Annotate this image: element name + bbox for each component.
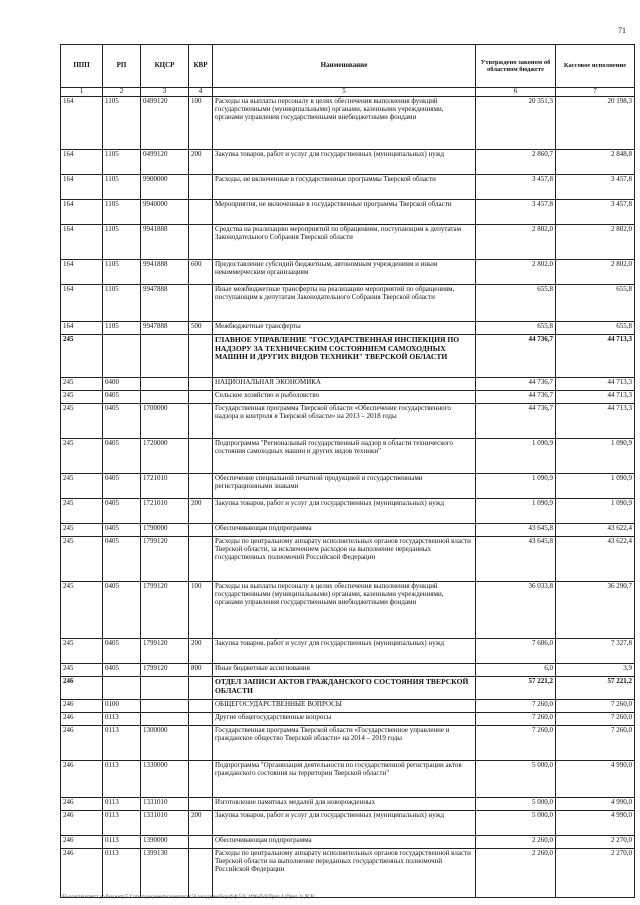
cell-cash: 4 990,0 bbox=[556, 798, 635, 811]
cell-kcsr: 1721010 bbox=[141, 499, 189, 524]
cell-kcsr bbox=[141, 713, 189, 726]
cell-kcsr bbox=[141, 677, 189, 700]
cell-rp: 0405 bbox=[103, 582, 141, 639]
cell-rp: 0113 bbox=[103, 811, 141, 836]
cell-kcsr: 1790000 bbox=[141, 524, 189, 537]
table-row bbox=[61, 391, 635, 404]
cell-rp bbox=[103, 677, 141, 700]
cell-kvr bbox=[189, 404, 213, 439]
table-row bbox=[61, 97, 635, 150]
cell-rp: 1105 bbox=[103, 200, 141, 225]
cell-cash: 4 990,0 bbox=[556, 761, 635, 798]
cell-ppp: 164 bbox=[61, 200, 103, 225]
cell-cash: 3,9 bbox=[556, 664, 635, 677]
cell-rp: 0405 bbox=[103, 474, 141, 499]
cell-cash: 4 990,0 bbox=[556, 811, 635, 836]
cell-ppp: 164 bbox=[61, 322, 103, 335]
table-row bbox=[61, 225, 635, 260]
cell-kvr: 500 bbox=[189, 322, 213, 335]
cell-kvr: 100 bbox=[189, 97, 213, 150]
cell-approved: 44 736,7 bbox=[476, 378, 556, 391]
cell-rp: 1105 bbox=[103, 285, 141, 322]
cell-ppp: 246 bbox=[61, 713, 103, 726]
cell-name: Обеспечение специальной печатной продукцией и государственными регистрационными знаками bbox=[213, 474, 476, 499]
cell-approved: 1 090,9 bbox=[476, 499, 556, 524]
cell-kvr bbox=[189, 713, 213, 726]
cell-kcsr: 0499120 bbox=[141, 97, 189, 150]
cell-name: Межбюджетные трансферты bbox=[213, 322, 476, 335]
footer-path: \\Fs-ncentakomet\т до бюджету\5 Сотыл\документы\комитеты\56 заседание\Бор\ф\ф\5 6\ 2496-П-9 Прил 4 (Прил 3) ДСР bbox=[60, 895, 314, 900]
cell-cash: 3 457,8 bbox=[556, 175, 635, 200]
cell-kvr: 200 bbox=[189, 811, 213, 836]
header-ppp: ППП bbox=[61, 45, 103, 88]
cell-approved: 7 260,0 bbox=[476, 726, 556, 761]
cell-name: НАЦИОНАЛЬНАЯ ЭКОНОМИКА bbox=[213, 378, 476, 391]
table-row bbox=[61, 524, 635, 537]
page-number: 71 bbox=[618, 26, 626, 35]
cell-name: ОТДЕЛ ЗАПИСИ АКТОВ ГРАЖДАНСКОГО СОСТОЯНИЯ ТВЕРСКОЙ ОБЛАСТИ bbox=[213, 677, 476, 700]
cell-name: Обеспечивающая подпрограмма bbox=[213, 836, 476, 849]
table-row bbox=[61, 726, 635, 761]
cell-rp: 0100 bbox=[103, 700, 141, 713]
cell-cash: 1 090,9 bbox=[556, 499, 635, 524]
cell-rp: 1105 bbox=[103, 225, 141, 260]
cell-ppp: 245 bbox=[61, 582, 103, 639]
header-kvr: КВР bbox=[189, 45, 213, 88]
cell-name: Закупка товаров, работ и услуг для государственных (муниципальных) нужд bbox=[213, 811, 476, 836]
cell-cash: 44 713,3 bbox=[556, 404, 635, 439]
cell-approved: 3 457,8 bbox=[476, 175, 556, 200]
cell-kcsr: 1330000 bbox=[141, 761, 189, 798]
cell-ppp: 245 bbox=[61, 664, 103, 677]
cell-kvr bbox=[189, 677, 213, 700]
cell-kvr bbox=[189, 700, 213, 713]
table-body bbox=[61, 97, 635, 898]
cell-rp: 0405 bbox=[103, 537, 141, 582]
cell-kcsr: 1700000 bbox=[141, 404, 189, 439]
cell-rp: 0113 bbox=[103, 761, 141, 798]
table-row bbox=[61, 260, 635, 285]
cell-ppp: 246 bbox=[61, 836, 103, 849]
cell-cash: 7 260,0 bbox=[556, 700, 635, 713]
cell-kcsr: 1721010 bbox=[141, 474, 189, 499]
cell-ppp: 164 bbox=[61, 225, 103, 260]
cell-approved: 36 033,8 bbox=[476, 582, 556, 639]
cell-approved: 7 606,0 bbox=[476, 639, 556, 664]
cell-name: Изготовление памятных медалей для новорожденных bbox=[213, 798, 476, 811]
cell-kcsr: 0499120 bbox=[141, 150, 189, 175]
cell-kvr: 800 bbox=[189, 664, 213, 677]
cell-rp: 0405 bbox=[103, 664, 141, 677]
cell-rp: 0405 bbox=[103, 524, 141, 537]
cell-rp: 1105 bbox=[103, 150, 141, 175]
col-index: 7 bbox=[556, 88, 635, 97]
cell-cash: 7 260,0 bbox=[556, 713, 635, 726]
budget-table bbox=[60, 44, 635, 898]
cell-kcsr bbox=[141, 700, 189, 713]
cell-approved: 2 260,0 bbox=[476, 836, 556, 849]
cell-name: Подпрограмма "Организация деятельности по государственной регистрации актов гражданского состояния на территории Тверской области" bbox=[213, 761, 476, 798]
cell-approved: 7 260,0 bbox=[476, 713, 556, 726]
cell-ppp: 245 bbox=[61, 335, 103, 378]
cell-cash: 655,8 bbox=[556, 285, 635, 322]
cell-approved: 655,8 bbox=[476, 285, 556, 322]
table-row bbox=[61, 677, 635, 700]
table-row bbox=[61, 537, 635, 582]
cell-approved: 44 736,7 bbox=[476, 404, 556, 439]
cell-name: Иные бюджетные ассигнования bbox=[213, 664, 476, 677]
cell-approved: 1 090,9 bbox=[476, 439, 556, 474]
cell-name: Государственная программа Тверской области «Обеспечение государственного надзора и контроля в Тверской области» на 2013 – 2018 годы bbox=[213, 404, 476, 439]
table-row bbox=[61, 285, 635, 322]
cell-kvr bbox=[189, 285, 213, 322]
cell-name: Иные межбюджетные трансферты на реализацию мероприятий по обращениям, поступающим к депутатам Законодательного Собрания Тверской области bbox=[213, 285, 476, 322]
cell-name: Закупка товаров, работ и услуг для государственных (муниципальных) нужд bbox=[213, 499, 476, 524]
cell-name: Обеспечивающая подпрограмма bbox=[213, 524, 476, 537]
cell-name: Расходы, не включенные в государственные программы Тверской области bbox=[213, 175, 476, 200]
cell-cash: 43 622,4 bbox=[556, 537, 635, 582]
cell-kvr bbox=[189, 439, 213, 474]
cell-name: Сельское хозяйство и рыболовство bbox=[213, 391, 476, 404]
cell-kvr bbox=[189, 849, 213, 898]
cell-cash: 36 290,7 bbox=[556, 582, 635, 639]
cell-kcsr: 1390000 bbox=[141, 836, 189, 849]
cell-rp: 0113 bbox=[103, 798, 141, 811]
cell-kcsr: 9947888 bbox=[141, 322, 189, 335]
table-row bbox=[61, 474, 635, 499]
cell-name: Мероприятия, не включенные в государственные программы Тверской области bbox=[213, 200, 476, 225]
cell-approved: 5 000,0 bbox=[476, 798, 556, 811]
cell-kcsr bbox=[141, 378, 189, 391]
cell-rp: 0405 bbox=[103, 639, 141, 664]
cell-cash: 2 270,0 bbox=[556, 836, 635, 849]
cell-approved: 2 802,0 bbox=[476, 260, 556, 285]
cell-ppp: 164 bbox=[61, 150, 103, 175]
cell-rp: 1105 bbox=[103, 260, 141, 285]
cell-cash: 57 221,2 bbox=[556, 677, 635, 700]
cell-rp: 0113 bbox=[103, 849, 141, 898]
cell-cash: 3 457,8 bbox=[556, 200, 635, 225]
cell-ppp: 246 bbox=[61, 811, 103, 836]
cell-rp: 1105 bbox=[103, 175, 141, 200]
cell-kvr bbox=[189, 391, 213, 404]
cell-ppp: 246 bbox=[61, 798, 103, 811]
cell-kvr bbox=[189, 378, 213, 391]
table-row bbox=[61, 639, 635, 664]
cell-ppp: 245 bbox=[61, 439, 103, 474]
cell-name: Закупка товаров, работ и услуг для государственных (муниципальных) нужд bbox=[213, 639, 476, 664]
cell-approved: 7 260,0 bbox=[476, 700, 556, 713]
cell-kcsr: 1331010 bbox=[141, 811, 189, 836]
cell-ppp: 164 bbox=[61, 285, 103, 322]
cell-kvr bbox=[189, 200, 213, 225]
cell-ppp: 164 bbox=[61, 97, 103, 150]
cell-ppp: 246 bbox=[61, 849, 103, 898]
cell-kcsr: 9941888 bbox=[141, 260, 189, 285]
table-row bbox=[61, 836, 635, 849]
header-row bbox=[61, 45, 635, 88]
cell-cash: 2 802,0 bbox=[556, 225, 635, 260]
cell-ppp: 164 bbox=[61, 175, 103, 200]
column-index-row bbox=[61, 88, 635, 97]
cell-name: Предоставление субсидий бюджетным, автономным учреждениям и иным некоммерческим организациям bbox=[213, 260, 476, 285]
cell-approved: 5 000,0 bbox=[476, 761, 556, 798]
cell-approved: 44 736,7 bbox=[476, 391, 556, 404]
cell-kcsr: 1799120 bbox=[141, 582, 189, 639]
cell-kvr: 600 bbox=[189, 260, 213, 285]
cell-ppp: 245 bbox=[61, 537, 103, 582]
table-row bbox=[61, 439, 635, 474]
cell-rp: 1105 bbox=[103, 97, 141, 150]
cell-ppp: 245 bbox=[61, 499, 103, 524]
header-approved: Утверждено законом об областном бюджете bbox=[476, 45, 556, 88]
cell-rp: 0405 bbox=[103, 404, 141, 439]
cell-kvr bbox=[189, 335, 213, 378]
cell-kcsr: 9900000 bbox=[141, 175, 189, 200]
cell-kcsr: 1799120 bbox=[141, 664, 189, 677]
cell-cash: 44 713,3 bbox=[556, 378, 635, 391]
cell-approved: 655,8 bbox=[476, 322, 556, 335]
cell-name: Расходы на выплаты персоналу в целях обеспечения выполнения функций государственными (муниципальными) органами, казенными учреждениями, органами управления государственными внебюджетными фондами bbox=[213, 582, 476, 639]
cell-kvr: 200 bbox=[189, 150, 213, 175]
cell-name: Закупка товаров, работ и услуг для государственных (муниципальных) нужд bbox=[213, 150, 476, 175]
cell-name: Государственная программа Тверской области «Государственное управление и гражданское общество Тверской области» на 2014 – 2019 годы bbox=[213, 726, 476, 761]
cell-kcsr bbox=[141, 335, 189, 378]
cell-rp: 0405 bbox=[103, 391, 141, 404]
table-row bbox=[61, 499, 635, 524]
cell-cash: 655,8 bbox=[556, 322, 635, 335]
cell-kvr: 200 bbox=[189, 499, 213, 524]
cell-kcsr: 9947888 bbox=[141, 285, 189, 322]
table-row bbox=[61, 713, 635, 726]
cell-rp: 0113 bbox=[103, 713, 141, 726]
table-row bbox=[61, 200, 635, 225]
cell-approved: 44 736,7 bbox=[476, 335, 556, 378]
cell-cash: 7 260,0 bbox=[556, 726, 635, 761]
cell-approved: 43 645,8 bbox=[476, 537, 556, 582]
cell-cash: 2 802,0 bbox=[556, 260, 635, 285]
cell-kcsr: 9940000 bbox=[141, 200, 189, 225]
cell-approved: 6,0 bbox=[476, 664, 556, 677]
cell-kvr bbox=[189, 524, 213, 537]
cell-kvr: 100 bbox=[189, 582, 213, 639]
cell-kvr bbox=[189, 761, 213, 798]
cell-name: Расходы по центральному аппарату исполнительных органов государственной власти Тверской области, за исключением расходов на выполнение переданных государственных полномочий Российской Федерации bbox=[213, 537, 476, 582]
cell-name: Подпрограмма "Региональный государственный надзор в области технического состояния самоходных машин и других видов техники" bbox=[213, 439, 476, 474]
header-kcsr: КЦСР bbox=[141, 45, 189, 88]
cell-kvr bbox=[189, 175, 213, 200]
cell-approved: 2 260,0 bbox=[476, 849, 556, 898]
table-row bbox=[61, 150, 635, 175]
table-row bbox=[61, 378, 635, 391]
header-name: Наименование bbox=[213, 45, 476, 88]
cell-approved: 43 645,8 bbox=[476, 524, 556, 537]
cell-kcsr: 1799120 bbox=[141, 537, 189, 582]
header-cash: Кассовое исполнение bbox=[556, 45, 635, 88]
table-row bbox=[61, 322, 635, 335]
cell-kcsr: 1331010 bbox=[141, 798, 189, 811]
col-index: 6 bbox=[476, 88, 556, 97]
table-row bbox=[61, 700, 635, 713]
cell-approved: 57 221,2 bbox=[476, 677, 556, 700]
col-index: 1 bbox=[61, 88, 103, 97]
table-row bbox=[61, 849, 635, 898]
col-index: 4 bbox=[189, 88, 213, 97]
cell-ppp: 246 bbox=[61, 677, 103, 700]
cell-ppp: 245 bbox=[61, 474, 103, 499]
cell-name: ГЛАВНОЕ УПРАВЛЕНИЕ "ГОСУДАРСТВЕННАЯ ИНСПЕКЦИЯ ПО НАДЗОРУ ЗА ТЕХНИЧЕСКИМ СОСТОЯНИЕМ САМОХОДНЫХ МАШИН И ДРУГИХ ВИДОВ ТЕХНИКИ" ТВЕРСКОЙ ОБЛАСТИ bbox=[213, 335, 476, 378]
cell-kvr: 200 bbox=[189, 639, 213, 664]
table-row bbox=[61, 811, 635, 836]
cell-cash: 7 327,8 bbox=[556, 639, 635, 664]
cell-rp: 1105 bbox=[103, 322, 141, 335]
cell-kvr bbox=[189, 726, 213, 761]
cell-approved: 2 860,7 bbox=[476, 150, 556, 175]
cell-rp: 0405 bbox=[103, 439, 141, 474]
cell-rp bbox=[103, 335, 141, 378]
cell-kvr bbox=[189, 474, 213, 499]
cell-cash: 1 090,9 bbox=[556, 474, 635, 499]
cell-name: Расходы на выплаты персоналу в целях обеспечения выполнения функций государственными (муниципальными) органами, казенными учреждениями, органами управления государственными внебюджетными фондами bbox=[213, 97, 476, 150]
cell-ppp: 164 bbox=[61, 260, 103, 285]
cell-name: ОБЩЕГОСУДАРСТВЕННЫЕ ВОПРОСЫ bbox=[213, 700, 476, 713]
cell-cash: 20 198,3 bbox=[556, 97, 635, 150]
cell-ppp: 246 bbox=[61, 726, 103, 761]
cell-ppp: 245 bbox=[61, 391, 103, 404]
cell-kcsr: 9941888 bbox=[141, 225, 189, 260]
col-index: 3 bbox=[141, 88, 189, 97]
cell-ppp: 245 bbox=[61, 639, 103, 664]
cell-cash: 44 713,3 bbox=[556, 335, 635, 378]
col-index: 2 bbox=[103, 88, 141, 97]
cell-approved: 5 000,0 bbox=[476, 811, 556, 836]
table-row bbox=[61, 664, 635, 677]
cell-kcsr: 1399130 bbox=[141, 849, 189, 898]
cell-ppp: 246 bbox=[61, 700, 103, 713]
table-row bbox=[61, 175, 635, 200]
cell-cash: 43 622,4 bbox=[556, 524, 635, 537]
cell-name: Средства на реализацию мероприятий по обращениям, поступающим к депутатам Законодательного Собрания Тверской области bbox=[213, 225, 476, 260]
table-row bbox=[61, 582, 635, 639]
table-row bbox=[61, 798, 635, 811]
cell-rp: 0113 bbox=[103, 836, 141, 849]
cell-kcsr: 1799120 bbox=[141, 639, 189, 664]
cell-ppp: 245 bbox=[61, 524, 103, 537]
table-row bbox=[61, 335, 635, 378]
header-rp: РП bbox=[103, 45, 141, 88]
cell-cash: 1 090,9 bbox=[556, 439, 635, 474]
table-row bbox=[61, 761, 635, 798]
cell-kcsr: 1720000 bbox=[141, 439, 189, 474]
cell-approved: 2 802,0 bbox=[476, 225, 556, 260]
cell-ppp: 245 bbox=[61, 378, 103, 391]
table-row bbox=[61, 404, 635, 439]
cell-kcsr bbox=[141, 391, 189, 404]
cell-cash: 44 713,3 bbox=[556, 391, 635, 404]
cell-cash: 2 848,8 bbox=[556, 150, 635, 175]
cell-approved: 1 090,9 bbox=[476, 474, 556, 499]
cell-rp: 0113 bbox=[103, 726, 141, 761]
cell-ppp: 245 bbox=[61, 404, 103, 439]
col-index: 5 bbox=[213, 88, 476, 97]
cell-cash: 2 270,0 bbox=[556, 849, 635, 898]
cell-rp: 0405 bbox=[103, 499, 141, 524]
cell-kvr bbox=[189, 836, 213, 849]
cell-kvr bbox=[189, 225, 213, 260]
cell-kcsr: 1300000 bbox=[141, 726, 189, 761]
cell-kvr bbox=[189, 537, 213, 582]
cell-approved: 3 457,8 bbox=[476, 200, 556, 225]
cell-name: Расходы по центральному аппарату исполнительных органов государственной власти Тверской области на выполнение переданных государственных полномочий Российской Федерации bbox=[213, 849, 476, 898]
cell-kvr bbox=[189, 798, 213, 811]
cell-approved: 20 351,3 bbox=[476, 97, 556, 150]
cell-rp: 0400 bbox=[103, 378, 141, 391]
cell-ppp: 246 bbox=[61, 761, 103, 798]
cell-name: Другие общегосударственные вопросы bbox=[213, 713, 476, 726]
